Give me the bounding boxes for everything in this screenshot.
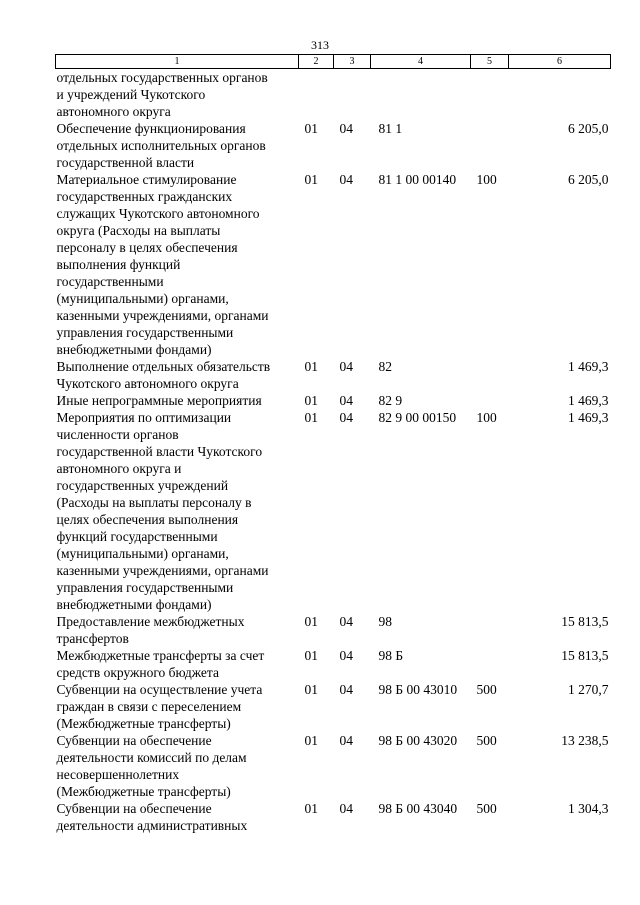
target-article-cell: 82 9	[378, 393, 403, 408]
header-col-1: 1	[56, 55, 299, 69]
subsection-code-cell: 04	[339, 393, 353, 408]
row-name-line: деятельности административных	[56, 818, 248, 833]
row-name-line: государственными	[56, 274, 164, 289]
expense-type-cell: 500	[476, 801, 497, 816]
row-name-line: автономного округа	[56, 104, 171, 119]
target-article-cell: 81 1	[378, 121, 403, 136]
row-name-line: государственных учреждений	[56, 478, 229, 493]
row-name-line: численности органов	[56, 427, 179, 442]
row-name-line: управления государственными	[56, 325, 234, 340]
subsection-code-cell: 04	[339, 172, 353, 187]
table-row	[56, 681, 611, 732]
row-name-line: Предоставление межбюджетных	[56, 614, 245, 629]
row-name-line: Субвенции на осуществление учета	[56, 682, 263, 697]
target-article-cell	[371, 69, 471, 121]
row-name-line: казенными учреждениями, органами	[56, 563, 269, 578]
subsection-code-cell: 04	[339, 733, 353, 748]
table-row	[56, 647, 611, 681]
subsection-code-cell	[334, 69, 371, 121]
row-name-line: Субвенции на обеспечение	[56, 801, 212, 816]
row-name-line: несовершеннолетних	[56, 767, 180, 782]
expense-type-cell: 100	[476, 172, 497, 187]
row-name-line: (Межбюджетные трансферты)	[56, 784, 231, 799]
amount-cell: 6 205,0	[568, 172, 609, 187]
section-code-cell: 01	[304, 172, 318, 187]
expense-type-cell	[471, 647, 509, 681]
table-row	[56, 613, 611, 647]
subsection-code-cell: 04	[339, 410, 353, 425]
row-name-cell	[56, 358, 299, 392]
section-code-cell: 01	[304, 121, 318, 136]
table-row	[56, 732, 611, 800]
table-row	[56, 392, 611, 409]
section-code-cell: 01	[304, 682, 318, 697]
header-col-3: 3	[334, 55, 371, 69]
row-name-cell	[56, 409, 299, 613]
expense-type-cell	[471, 69, 509, 121]
row-name-line: Выполнение отдельных обязательств	[56, 359, 271, 374]
expense-type-cell	[471, 613, 509, 647]
table-row	[56, 120, 611, 171]
row-name-line: государственной власти	[56, 155, 195, 170]
amount-cell: 1 304,3	[568, 801, 609, 816]
budget-table	[55, 54, 611, 834]
row-name-line: Материальное стимулирование	[56, 172, 237, 187]
amount-cell	[509, 69, 611, 121]
row-name-line: выполнения функций	[56, 257, 181, 272]
subsection-code-cell: 04	[339, 648, 353, 663]
row-name-line: Иные непрограммные мероприятия	[56, 393, 262, 408]
row-name-cell	[56, 647, 299, 681]
table-row	[56, 171, 611, 358]
row-name-cell	[56, 120, 299, 171]
page-number: 313	[311, 38, 329, 52]
row-name-line: Субвенции на обеспечение	[56, 733, 212, 748]
row-name-cell	[56, 171, 299, 358]
header-row	[56, 55, 611, 69]
amount-cell: 15 813,5	[561, 648, 609, 663]
row-name-line: Чукотского автономного округа	[56, 376, 239, 391]
amount-cell: 13 238,5	[561, 733, 609, 748]
row-name-line: отдельных государственных органов	[56, 70, 268, 85]
row-name-line: внебюджетными фондами)	[56, 597, 212, 612]
row-name-line: отдельных исполнительных органов	[56, 138, 266, 153]
row-name-line: средств окружного бюджета	[56, 665, 219, 680]
header-col-2: 2	[299, 55, 334, 69]
expense-type-cell: 500	[476, 682, 497, 697]
row-name-line: и учреждений Чукотского	[56, 87, 206, 102]
row-name-line: целях обеспечения выполнения	[56, 512, 239, 527]
table-row	[56, 409, 611, 613]
target-article-cell: 98 Б 00 43040	[378, 801, 458, 816]
header-col-5: 5	[471, 55, 509, 69]
table-row	[56, 358, 611, 392]
section-code-cell	[299, 69, 334, 121]
expense-type-cell	[471, 392, 509, 409]
target-article-cell: 98	[378, 614, 392, 629]
row-name-line: персоналу в целях обеспечения	[56, 240, 238, 255]
table-body	[56, 69, 611, 835]
amount-cell: 1 270,7	[568, 682, 609, 697]
section-code-cell: 01	[304, 648, 318, 663]
row-name-line: служащих Чукотского автономного	[56, 206, 260, 221]
amount-cell: 1 469,3	[568, 359, 609, 374]
table-row	[56, 800, 611, 834]
row-name-cell	[56, 681, 299, 732]
target-article-cell: 82 9 00 00150	[378, 410, 457, 425]
section-code-cell: 01	[304, 801, 318, 816]
row-name-line: автономного округа и	[56, 461, 182, 476]
row-name-line: управления государственными	[56, 580, 234, 595]
row-name-cell	[56, 69, 299, 121]
target-article-cell: 81 1 00 00140	[378, 172, 457, 187]
row-name-line: (муниципальными) органами,	[56, 546, 229, 561]
expense-type-cell	[471, 120, 509, 171]
row-name-cell	[56, 732, 299, 800]
subsection-code-cell: 04	[339, 359, 353, 374]
row-name-line: государственных гражданских	[56, 189, 233, 204]
row-name-line: Межбюджетные трансферты за счет	[56, 648, 265, 663]
section-code-cell: 01	[304, 410, 318, 425]
expense-type-cell	[471, 358, 509, 392]
section-code-cell: 01	[304, 393, 318, 408]
row-name-line: граждан в связи с переселением	[56, 699, 242, 714]
row-name-line: округа (Расходы на выплаты	[56, 223, 221, 238]
row-name-line: государственной власти Чукотского	[56, 444, 263, 459]
row-name-line: функций государственными	[56, 529, 218, 544]
section-code-cell: 01	[304, 359, 318, 374]
amount-cell: 1 469,3	[568, 410, 609, 425]
subsection-code-cell: 04	[339, 614, 353, 629]
amount-cell: 6 205,0	[568, 121, 609, 136]
row-name-cell	[56, 613, 299, 647]
target-article-cell: 98 Б 00 43010	[378, 682, 458, 697]
row-name-line: деятельности комиссий по делам	[56, 750, 247, 765]
header-col-6: 6	[509, 55, 611, 69]
subsection-code-cell: 04	[339, 801, 353, 816]
section-code-cell: 01	[304, 733, 318, 748]
expense-type-cell: 500	[476, 733, 497, 748]
row-name-line: внебюджетными фондами)	[56, 342, 212, 357]
subsection-code-cell: 04	[339, 121, 353, 136]
target-article-cell: 98 Б 00 43020	[378, 733, 458, 748]
row-name-line: Обеспечение функционирования	[56, 121, 246, 136]
target-article-cell: 98 Б	[378, 648, 404, 663]
row-name-line: Мероприятия по оптимизации	[56, 410, 232, 425]
table-row	[56, 69, 611, 121]
target-article-cell: 82	[378, 359, 392, 374]
row-name-line: (Расходы на выплаты персоналу в	[56, 495, 252, 510]
row-name-cell	[56, 392, 299, 409]
amount-cell: 1 469,3	[568, 393, 609, 408]
row-name-line: (Межбюджетные трансферты)	[56, 716, 231, 731]
subsection-code-cell: 04	[339, 682, 353, 697]
row-name-cell	[56, 800, 299, 834]
section-code-cell: 01	[304, 614, 318, 629]
table-header	[56, 55, 611, 69]
expense-type-cell: 100	[476, 410, 497, 425]
row-name-line: (муниципальными) органами,	[56, 291, 229, 306]
row-name-line: трансфертов	[56, 631, 129, 646]
header-col-4: 4	[371, 55, 471, 69]
row-name-line: казенными учреждениями, органами	[56, 308, 269, 323]
amount-cell: 15 813,5	[561, 614, 609, 629]
